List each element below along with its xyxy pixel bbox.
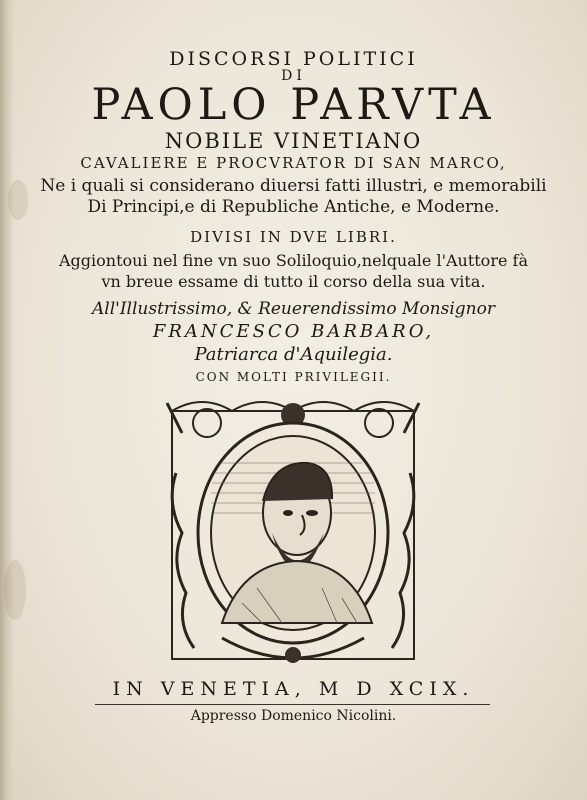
printer-line: Appresso Domenico Nicolini. [190, 708, 397, 724]
addition-line-2: vn breue essame di tutto il corso della sua vita. [101, 272, 486, 291]
title-line-2: DI [281, 68, 306, 84]
author-rank: NOBILE VINETIANO [164, 129, 423, 153]
division-line: DIVISI IN DVE LIBRI. [190, 228, 397, 246]
engraved-portrait-icon [162, 393, 424, 670]
dedication-line-3: Patriarca d'Aquilegia. [194, 344, 393, 365]
dedication-line-1: All'Illustrissimo, & Reuerendissimo Monsignor [92, 299, 495, 319]
dedication-line-2: FRANCESCO BARBARO, [152, 321, 435, 342]
imprint-place-date: IN VENETIA, M D XCIX. [112, 678, 475, 700]
paper-stain [4, 560, 26, 620]
addition-line-1: Aggiontoui nel fine vn suo Soliloquio,nelquale l'Auttore fà [59, 251, 528, 270]
imprint-divider [95, 704, 490, 705]
privilege-line: CON MOLTI PRIVILEGII. [195, 370, 392, 384]
author-name: PAOLO PARVTA [91, 80, 496, 130]
description-line-2: Di Principi,e di Republiche Antiche, e Moderne. [87, 197, 500, 217]
author-office: CAVALIERE E PROCVRATOR DI SAN MARCO, [80, 154, 507, 172]
title-line-1: DISCORSI POLITICI [169, 48, 418, 70]
description-line-1: Ne i quali si considerano diuersi fatti illustri, e memorabili [40, 176, 547, 196]
